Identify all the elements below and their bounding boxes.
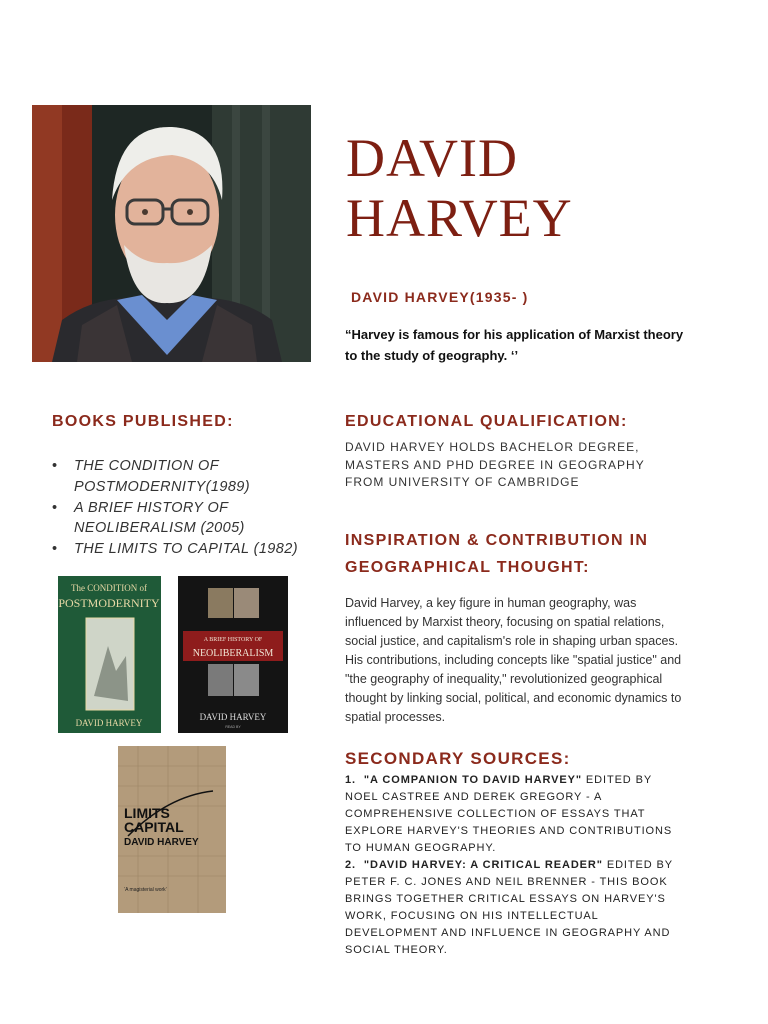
source-2-description: EDITED BY PETER F. C. JONES AND NEIL BRENNER - THIS BOOK BRINGS TOGETHER CRITICAL ESSAYS ON HARVEY'S WORK, FOCUSING ON HIS INTELLECTUAL DEVELOPMENT AND INFLUENCE IN GEOGRAPHY AND SOCIAL THEORY. [345,859,673,956]
source-1-description: EDITED BY NOEL CASTREE AND DEREK GREGORY - A COMPREHENSIVE COLLECTION OF ESSAYS THAT EXPLORE HARVEY'S THEORIES AND CONTRIBUTIONS TO HUMAN GEOGRAPHY. [345,774,673,854]
cover3-title-1: LIMITS [124,805,170,821]
list-item: • THE LIMITS TO CAPITAL (1982) [52,539,312,560]
cover2-title-1: A BRIEF HISTORY OF [203,637,263,643]
cover2-title-2: NEOLIBERALISM [192,648,274,659]
quote-text: “Harvey is famous for his application of Marxist theory to the study of geography. ‘’ [345,327,684,363]
cover3-title-2: CAPITAL [124,819,184,835]
source-1-title: "A COMPANION TO DAVID HARVEY" [363,774,582,786]
books-list [52,456,312,560]
education-heading: EDUCATIONAL QUALIFICATION: [345,413,628,430]
source-item-1 [345,772,685,857]
inspiration-heading: INSPIRATION & CONTRIBUTION IN GEOGRAPHICAL THOUGHT: [345,532,649,576]
title-line-1: DAVID [346,128,519,188]
book-cover-limits-to-capital [118,746,226,913]
cover1-title-2: POSTMODERNITY [58,596,160,610]
cover2-narrator: READ BY [225,725,241,729]
secondary-sources [345,772,685,959]
title-line-2: HARVEY [346,188,573,248]
inspiration-text: David Harvey, a key figure in human geography, was influenced by Marxist theory, focusing on spatial relations, social justice, and capitalism's role in shaping urban spaces. His contributions, including concepts like "spatial justice" and "the geography of inequality," revolutionized geographical thought by linking social, political, and economic dynamics to spatial processes. [345,596,682,724]
source-1-number: 1. [345,774,356,786]
subtitle-dates: DAVID HARVEY(1935- ) [351,289,529,305]
cover1-author: DAVID HARVEY [75,718,143,728]
page-title [346,128,746,248]
list-item: • A BRIEF HISTORY OF NEOLIBERALISM (2005) [52,498,312,540]
cover3-blurb: ‘A magisterial work’ [124,887,167,893]
books-heading: BOOKS PUBLISHED: [52,413,234,430]
education-text: DAVID HARVEY HOLDS BACHELOR DEGREE, MASTERS AND PHD DEGREE IN GEOGRAPHY FROM UNIVERSITY OF CAMBRIDGE [345,440,645,489]
cover3-author: DAVID HARVEY [124,837,199,848]
book-cover-postmodernity [58,576,161,733]
cover1-title-1: The CONDITION of [71,583,147,593]
portrait-photo [32,105,311,362]
secondary-heading: SECONDARY SOURCES: [345,749,571,768]
book-cover-neoliberalism [178,576,288,733]
list-item: • THE CONDITION OF POSTMODERNITY(1989) [52,456,312,498]
source-2-number: 2. [345,859,356,871]
source-item-2 [345,857,685,959]
source-2-title: "DAVID HARVEY: A CRITICAL READER" [363,859,603,871]
cover2-author: DAVID HARVEY [199,712,267,722]
